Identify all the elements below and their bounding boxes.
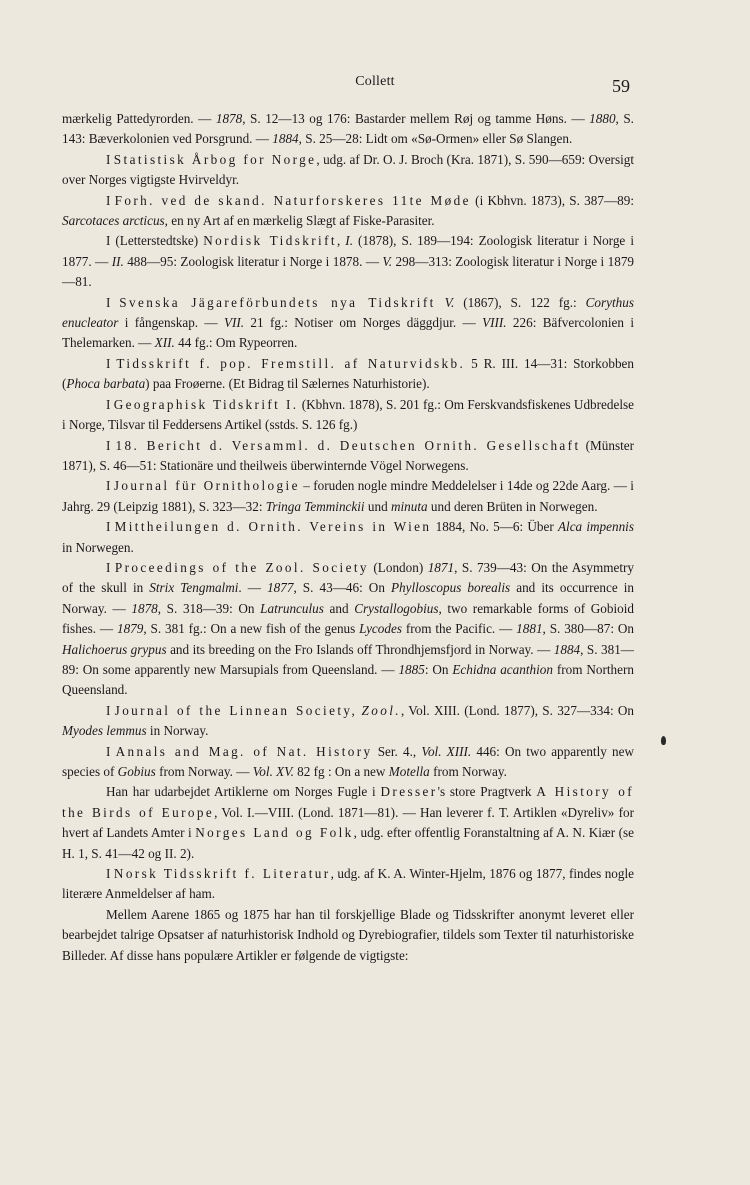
margin-ink-mark	[661, 736, 666, 745]
italic-run: Vol. XV.	[252, 764, 294, 779]
text-run: , en ny Art af en mærkelig Slægt af Fiske-Parasiter.	[164, 213, 435, 229]
italic-run: minuta	[390, 498, 428, 514]
text-run: Han har udarbejdet Artiklerne om Norges Fugle i	[106, 784, 381, 800]
italic-run: Motella	[388, 764, 430, 779]
italic-run: 1878	[215, 111, 243, 126]
italic-run: Vol. XIII.	[421, 743, 472, 759]
text-run: from the Pacific. —	[401, 621, 517, 637]
text-run: und	[364, 498, 391, 514]
text-run: , udg. af Dr. O. J. Broch (Kra. 1871), S. 590—659: Oversigt over Norges vigtigste Hvirveldyr.	[62, 151, 634, 188]
paragraph	[62, 864, 634, 905]
italic-run: Myodes lemmus	[62, 723, 147, 739]
spaced-title-run: Svenska Jägareförbundets nya Tidskrift	[119, 294, 436, 310]
spaced-title-run: Geographisk Tidskrift I.	[113, 396, 299, 412]
text-run: , S. 12—13 og 176: Bastarder mellem Røj og tamme Høns. —	[242, 111, 590, 126]
text-run: , S. 25—28: Lidt om «Sø-Ormen» eller Sø Slangen.	[298, 131, 573, 147]
spaced-title-run: Journal für Ornithologie	[113, 478, 300, 494]
italic-run: Zool.	[361, 702, 401, 718]
text-run: I	[106, 294, 120, 310]
italic-run: 1877	[267, 580, 294, 596]
text-run: 21 fg.: Notiser om Norges däggdjur. —	[244, 315, 483, 331]
spaced-title-run: 18. Bericht d. Versamml. d. Deutschen Ornith. Gesellschaft	[115, 437, 581, 453]
text-run: I	[106, 437, 116, 453]
italic-run: Strix Tengmalmi	[149, 580, 239, 596]
text-run: and	[323, 600, 355, 616]
paragraph	[62, 905, 634, 966]
italic-run: Tringa Temminckii	[265, 498, 365, 514]
italic-run: 1881	[516, 621, 543, 637]
paragraph	[62, 476, 634, 517]
spaced-title-run: Statistisk Årbog for Norge	[113, 151, 317, 167]
text-run: (1867), S. 122 fg.:	[454, 294, 586, 310]
text-run: , udg. efter offentlig Foranstaltning af A. N. Kiær (se H. 1, S. 41—42 og II. 2).	[62, 825, 634, 861]
paragraph	[62, 742, 634, 783]
spaced-title-run: Tidsskrift f. pop. Fremstill. af Naturvidskb.	[116, 355, 466, 371]
body-text	[62, 109, 634, 966]
paragraph	[62, 517, 634, 558]
italic-run: VII.	[223, 315, 245, 331]
spaced-title-run: Nordisk Tidskrift	[203, 233, 337, 249]
text-run: 82 fg : On a new	[293, 764, 389, 779]
text-run: 5 R. III. 14—31: Storkobben (	[62, 355, 634, 392]
italic-run: V.	[444, 294, 455, 310]
text-run: and its occurrence in Norway. —	[62, 580, 635, 616]
italic-run: 1871	[427, 559, 455, 575]
text-run: mærkelig Pattedyrorden. —	[62, 111, 216, 126]
text-run: in Norwegen.	[62, 539, 134, 555]
text-run: : On	[424, 661, 453, 677]
italic-run: Crystallogobius	[354, 600, 439, 616]
paragraph	[62, 109, 634, 150]
text-run	[436, 295, 445, 310]
italic-run: 1879	[116, 621, 144, 637]
text-run: I	[106, 559, 115, 575]
text-run: I	[106, 702, 115, 718]
text-run: 226: Bäfvercolonien i Thelemarken. —	[62, 315, 634, 351]
text-run: , Vol. I.—VIII. (Lond. 1871—81). — Han leverer f. T. Artiklen «Dyreliv» for hvert af Landets Amter i	[62, 804, 635, 841]
text-run: from Northern Queensland.	[62, 661, 634, 698]
italic-run: Gobius	[117, 764, 156, 779]
text-run: I	[106, 396, 114, 412]
text-run: I	[106, 355, 117, 371]
text-run: from Norway.	[429, 764, 507, 779]
text-run: ) paa Froøerne. (Et Bidrag til Sælernes Naturhistorie).	[145, 376, 430, 392]
paragraph	[62, 354, 634, 395]
italic-run: VIII.	[482, 315, 507, 331]
italic-run: II.	[111, 253, 124, 269]
text-run: Ser. 4.,	[372, 743, 422, 759]
text-run: und deren Brüten in Norwegen.	[427, 498, 598, 514]
text-run: Mellem Aarene 1865 og 1875 har han til forskjellige Blade og Tidsskrifter anonymt leveret eller bearbejdet talrige Opsatser af naturhistorisk Indhold og Dyrebiografier, tildels som Texter til naturhistoriske Billeder. Af disse hans populære Artikler er følgende de vigtigste:	[62, 906, 634, 963]
italic-run: Sarcotaces arcticus	[62, 213, 165, 229]
paragraph	[62, 293, 634, 354]
paragraph	[62, 191, 634, 232]
text-run: (i Kbhvn. 1873), S. 387—89:	[470, 192, 634, 208]
italic-run: I.	[345, 233, 353, 249]
paragraph	[62, 231, 634, 292]
paragraph	[62, 558, 634, 701]
spaced-title-run: Dresser	[380, 784, 438, 800]
spaced-title-run: Norges Land og Folk	[195, 825, 354, 841]
spaced-title-run: Mittheilungen d. Ornith. Vereins in Wien	[114, 519, 432, 535]
italic-run: 1884	[272, 131, 299, 147]
paragraph	[62, 395, 634, 436]
paragraph	[62, 150, 634, 191]
italic-run: Halichoerus grypus	[62, 641, 167, 657]
italic-run: Lycodes	[359, 621, 402, 637]
text-run: , two remarkable forms of Gobioid fishes. —	[62, 600, 634, 637]
text-run: . —	[238, 580, 268, 596]
paragraph	[62, 701, 634, 742]
text-run: I	[106, 192, 115, 208]
italic-run: Latrunculus	[260, 600, 324, 616]
text-run: i fångenskap. —	[118, 315, 224, 331]
italic-run: V.	[382, 253, 393, 269]
spaced-title-run: Forh. ved de skand. Naturforskeres 11te Møde	[114, 192, 471, 208]
text-run: , S. 43—46: On	[293, 580, 391, 596]
text-run: from Norway. —	[155, 764, 253, 779]
italic-run: 1878	[131, 600, 158, 616]
text-run: I	[106, 519, 115, 535]
text-run: , Vol. XIII. (Lond. 1877), S. 327—334: On	[400, 702, 634, 718]
text-run: I	[106, 478, 114, 494]
text-run: I	[106, 866, 114, 882]
text-run: , S. 381 fg.: On a new fish of the genus	[143, 621, 360, 637]
text-run: (London)	[368, 559, 428, 575]
italic-run: 1885	[398, 661, 425, 677]
italic-run: Echidna acanthion	[452, 661, 553, 677]
text-run: in Norway.	[146, 723, 209, 739]
italic-run: Corythus enucleator	[62, 294, 634, 331]
spaced-title-run: Annals and Mag. of Nat. History	[115, 743, 373, 759]
spaced-title-run: Proceedings of the Zool. Society	[114, 559, 369, 575]
italic-run: 1884	[553, 641, 581, 657]
text-run: , S. 380—87: On	[542, 621, 634, 637]
text-run: and its breeding on the Fro Islands off Throndhjemsfjord in Norway. —	[166, 641, 554, 657]
text-run: , S. 318—39: On	[157, 600, 261, 616]
spaced-title-run: A History of the Birds of Europe	[62, 784, 634, 820]
text-run: , udg. af K. A. Winter-Hjelm, 1876 og 1877, findes nogle literære Anmeldelser af ham.	[62, 866, 634, 902]
text-run: I	[106, 151, 114, 167]
text-run: 446: On two apparently new species of	[62, 743, 634, 779]
paragraph	[62, 782, 634, 864]
page-number: 59	[612, 76, 630, 96]
text-run: , S. 143: Bæverkolonien ved Porsgrund. —	[62, 111, 634, 147]
text-run: – foruden nogle mindre Meddelelser i 14de og 22de Aarg. — i Jahrg. 29 (Leipzig 1881), S. 323—32:	[62, 478, 634, 514]
running-title: Collett	[355, 74, 395, 89]
text-run: 488—95: Zoologisk literatur i Norge i 1878. —	[123, 253, 383, 269]
text-run: , S. 381—89: On some apparently new Marsupials from Queensland. —	[62, 641, 634, 677]
text-run: , S. 739—43: On the Asymmetry of the skull in	[62, 559, 634, 596]
text-run: ,	[336, 233, 346, 249]
text-run: 's store Pragtverk	[437, 784, 537, 800]
spaced-title-run: Journal of the Linnean Society,	[114, 702, 358, 718]
paragraph	[62, 436, 634, 477]
italic-run: Phoca barbata	[66, 376, 146, 392]
italic-run: Phylloscopus borealis	[391, 580, 511, 596]
text-run: (1878), S. 189—194: Zoologisk literatur i Norge i 1877. —	[62, 233, 634, 269]
text-run: I	[106, 743, 116, 759]
text-run: (Münster 1871), S. 46—51: Stationäre und theilweis überwinternde Vögel Norwegens.	[62, 437, 634, 473]
italic-run: XII.	[154, 335, 175, 351]
text-run: I (Letterstedtske)	[106, 233, 204, 249]
text-run: 44 fg.: Om Rypeorren.	[174, 335, 298, 351]
text-run: 298—313: Zoologisk literatur i Norge i 1879—81.	[62, 253, 635, 290]
spaced-title-run: Norsk Tidsskrift f. Literatur	[113, 866, 331, 882]
italic-run: Alca impennis	[557, 519, 634, 535]
italic-run: 1880	[589, 111, 616, 126]
text-run: (Kbhvn. 1878), S. 201 fg.: Om Ferskvandsfiskenes Udbredelse i Norge, Tilsvar til Feddersens Artikel (sstds. S. 126 fg.)	[62, 396, 634, 433]
text-run: 1884, No. 5—6: Über	[431, 519, 558, 535]
